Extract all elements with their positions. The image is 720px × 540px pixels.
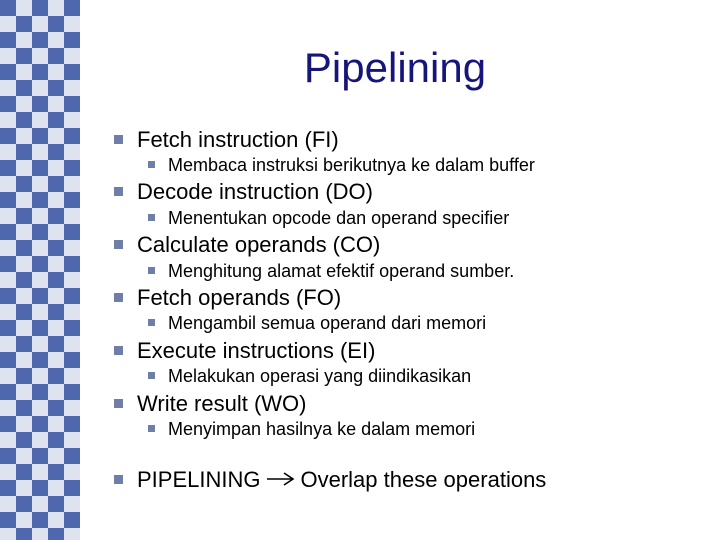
bullet-marker-icon <box>148 214 155 221</box>
sub-bullet-item <box>148 208 509 229</box>
bullet-text: Decode instruction (DO) <box>137 179 373 204</box>
sub-bullet-text: Mengambil semua operand dari memori <box>168 313 487 333</box>
sub-bullet-item <box>148 155 535 176</box>
bullet-marker-icon <box>114 293 123 302</box>
bullet-marker-icon <box>114 399 123 408</box>
sub-bullet-item <box>148 366 471 387</box>
bullet-text: Calculate operands (CO) <box>137 232 381 257</box>
summary-right-text: Overlap these operations <box>300 467 547 492</box>
bullet-marker-icon <box>148 319 155 326</box>
sub-bullet-item <box>148 313 486 334</box>
bullet-marker-icon <box>114 346 123 355</box>
sub-bullet-text: Menentukan opcode dan operand specifier <box>168 208 510 228</box>
bullet-marker-icon <box>114 187 123 196</box>
bullet-marker-icon <box>148 161 155 168</box>
bullet-item <box>114 285 341 311</box>
summary-bullet <box>114 467 546 493</box>
bullet-item <box>114 338 375 364</box>
sub-bullet-text: Menyimpan hasilnya ke dalam memori <box>168 419 476 439</box>
bullet-marker-icon <box>148 372 155 379</box>
bullet-item <box>114 232 380 258</box>
sub-bullet-text: Melakukan operasi yang diindikasikan <box>168 366 472 386</box>
sub-bullet-text: Menghitung alamat efektif operand sumber. <box>168 261 515 281</box>
bullet-item <box>114 179 373 205</box>
sub-bullet-item <box>148 419 475 440</box>
bullet-text: Write result (WO) <box>137 391 307 416</box>
bullet-marker-icon <box>148 267 155 274</box>
bullet-marker-icon <box>114 475 123 484</box>
bullet-marker-icon <box>114 240 123 249</box>
bullet-text: Fetch instruction (FI) <box>137 127 339 152</box>
bullet-item <box>114 127 339 153</box>
bullet-marker-icon <box>114 135 123 144</box>
bullet-text: Fetch operands (FO) <box>137 285 342 310</box>
slide-title: Pipelining <box>303 44 487 91</box>
summary-left-text: PIPELINING <box>137 467 261 492</box>
sub-bullet-item <box>148 261 514 282</box>
bullet-marker-icon <box>148 425 155 432</box>
arrow-right-icon <box>266 471 296 487</box>
bullet-text: Execute instructions (EI) <box>137 338 376 363</box>
bullet-item <box>114 391 306 417</box>
sub-bullet-text: Membaca instruksi berikutnya ke dalam buffer <box>168 155 535 175</box>
